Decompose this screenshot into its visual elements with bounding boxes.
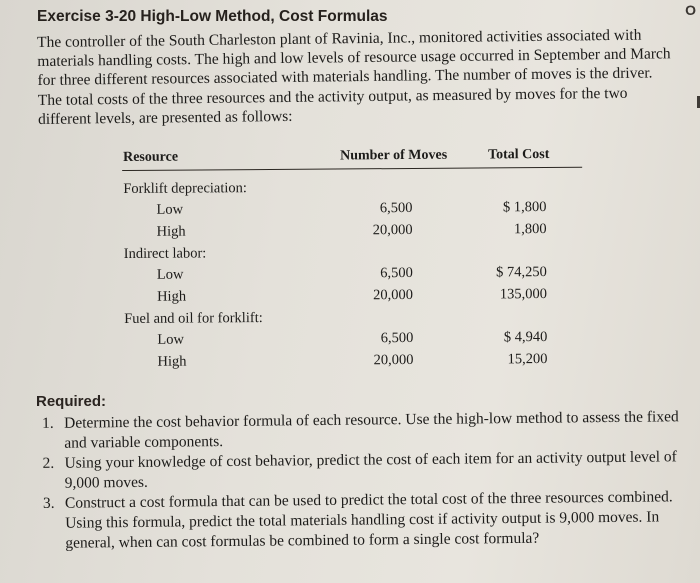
row-level: Low bbox=[156, 266, 184, 283]
list-item bbox=[36, 447, 681, 493]
row-cost: $ 1,800 bbox=[502, 199, 547, 216]
list-item bbox=[37, 488, 683, 554]
item-text: Determine the cost behavior formula of each resource. Use the high-low method to assess the fixed and variable components. bbox=[64, 408, 679, 452]
header-total-cost: Total Cost bbox=[488, 147, 550, 163]
item-number: 2. bbox=[42, 455, 55, 473]
required-heading: Required: bbox=[36, 393, 107, 410]
resource-cost-table bbox=[122, 145, 584, 373]
row-level: High bbox=[157, 353, 187, 370]
intro-paragraph: The controller of the South Charleston plant of Ravinia, Inc., monitored activities associated with materials handling costs. The high and low levels of resource usage occurred in September and March for three different resources associated with materials handling. The number of moves is the driver. The total costs of the three resources and the activity output, as measured by moves for the two different levels, are presented as follows: bbox=[37, 26, 671, 128]
list-item bbox=[36, 407, 681, 453]
row-moves: 20,000 bbox=[373, 351, 414, 368]
group-indirect-labor bbox=[123, 240, 583, 308]
group-label: Fuel and oil for forklift: bbox=[124, 310, 263, 327]
row-cost: 1,800 bbox=[513, 220, 547, 237]
requirements-list bbox=[36, 407, 682, 554]
group-label: Forklift depreciation: bbox=[123, 180, 247, 197]
row-moves: 6,500 bbox=[380, 329, 414, 347]
row-moves: 6,500 bbox=[380, 264, 413, 282]
corner-mark: O bbox=[685, 2, 696, 18]
item-text: Using your knowledge of cost behavior, predict the cost of each item for an activity output level of 9,000 moves. bbox=[64, 448, 677, 492]
row-moves: 20,000 bbox=[373, 286, 414, 303]
row-cost: $ 74,250 bbox=[496, 264, 547, 281]
row-level: High bbox=[156, 288, 187, 305]
row-cost: 15,200 bbox=[507, 350, 548, 367]
row-level: Low bbox=[156, 201, 184, 218]
row-moves: 20,000 bbox=[372, 221, 413, 238]
row-level: Low bbox=[157, 331, 184, 348]
group-forklift-depreciation bbox=[122, 175, 582, 243]
header-resource: Resource bbox=[123, 149, 179, 165]
row-level: High bbox=[156, 223, 186, 240]
item-number: 1. bbox=[42, 414, 54, 432]
table-header bbox=[122, 145, 582, 171]
row-cost: 135,000 bbox=[499, 285, 548, 302]
group-fuel-and-oil bbox=[123, 305, 583, 373]
exercise-title: Exercise 3-20 High-Low Method, Cost Formulas bbox=[37, 8, 388, 25]
item-text: Construct a cost formula that can be used to predict the total cost of the three resources combined. Using this formula, predict the total materials handling cost if activity output is 9,000 moves. In general, when can cost formulas be combined to form a single cost formula? bbox=[64, 488, 673, 552]
item-number: 3. bbox=[42, 495, 55, 513]
row-moves: 6,500 bbox=[379, 199, 413, 217]
group-label: Indirect labor: bbox=[123, 245, 207, 262]
table-row bbox=[123, 348, 583, 373]
header-number-of-moves: Number of Moves bbox=[340, 147, 448, 164]
row-cost: $ 4,940 bbox=[503, 329, 548, 346]
